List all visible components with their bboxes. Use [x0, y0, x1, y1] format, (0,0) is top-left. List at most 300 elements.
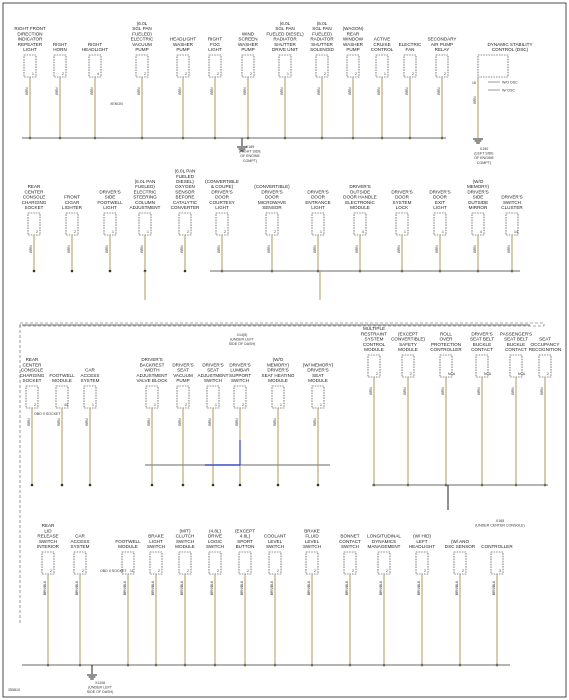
row3-component-4-label-line-3: PUMP [176, 378, 190, 383]
row2-component-4-junction [184, 270, 187, 273]
row4-component-5-wire-label: BRN/BLK [210, 580, 214, 596]
row3-component-5-label-line-0: DRIVER'S [202, 362, 224, 368]
row3-component-7-label-line-1: MEMORY) [266, 362, 290, 368]
row4-component-6-pin: 2 [247, 569, 249, 573]
row4-component-7-label-line-1: LEVEL [267, 538, 283, 544]
row2-component-2-label-line-3: LIGHT [103, 205, 117, 210]
row3-component-7-label-line-4: MODULE [268, 378, 288, 383]
row4-component-12-label-line-1: DSC SENSOR [444, 544, 476, 549]
row1-component-3-label-line-3: ELECTRIC [130, 36, 154, 42]
row3-component-0-wire-label: BRN [27, 418, 31, 426]
row4-component-12-label-line-0: (W/ ANO [450, 538, 470, 544]
row1-component-4-label-line-2: PUMP [176, 47, 190, 52]
footer-code: 355810 [8, 688, 20, 692]
row4-component-6-wire-label: BRN/BLK [240, 580, 244, 596]
row1-component-5-label-line-0: RIGHT [207, 36, 223, 42]
row1-component-10-label-line-1: CRUISE [373, 41, 391, 47]
row1-component-6-pin: 2 [250, 72, 252, 76]
row3-component-12-wire-label: BRN [477, 387, 481, 395]
row3-component-12-label-line-1: SEAT BELT [470, 336, 494, 342]
row1-component-9-label-line-1: REAR [346, 31, 360, 37]
row4-component-12-pin: 2 [462, 569, 464, 573]
row1-component-4-label-line-0: HEADLIGHT [169, 36, 197, 42]
row4-component-4-label-line-1: CLUTCH [175, 533, 195, 539]
row4-splice-line-1: SIDE OF DASH) [86, 690, 114, 695]
row3-component-8-wire-label: BRN [313, 418, 317, 426]
row1-component-9-wire-label: BRN [348, 87, 352, 95]
row3-splice-line-0: (UNDER CENTER CONSOLE) [475, 523, 525, 528]
row1-component-9-label-line-3: WASHER [343, 41, 363, 47]
row2-component-3-wire-label: BRN [140, 245, 144, 253]
row2-component-7-label-line-0: DRIVER'S [307, 189, 329, 195]
row1-component-3-label-line-4: VACUUM [132, 41, 152, 47]
row4-component-0-label-line-2: RELEASE [37, 533, 59, 539]
row2-component-1-label-line-0: FRONT [64, 194, 80, 200]
row2-component-8-label-line-0: DRIVER'S [349, 184, 371, 190]
row3-component-14-label-line-2: RECOGNITION [528, 347, 562, 352]
row4-component-12-wire-label: BRN/BLK [455, 580, 459, 596]
row4-component-8-pin: 2 [314, 569, 316, 573]
row4-component-11-label-line-2: HEADLIGHT [408, 544, 436, 549]
row1-component-0-label-line-1: DIRECTION [17, 31, 43, 37]
row2-component-10-label-line-1: DOOR [433, 194, 447, 200]
row3-component-4-label-line-2: VACUUM [173, 372, 193, 378]
row3-component-2-label-line-0: CAR [85, 367, 95, 373]
row2-component-7-label-line-2: ENTRANCE [305, 199, 331, 205]
row3-component-3-label-line-0: DRIVER'S [141, 357, 163, 363]
row3-component-4-junction [182, 484, 185, 487]
row2-component-3-label-line-4: COLUMN [135, 199, 155, 205]
row2-component-9-label-line-1: DOOR [395, 194, 409, 200]
row1-note-dsc-with: W/ DSC [502, 88, 515, 93]
row1-component-11-label-line-1: FAN [405, 47, 415, 52]
row2-component-4-label-line-1: FUELED [175, 173, 195, 179]
row4-component-11-wire-label: BRN/BLK [417, 580, 421, 596]
row4-component-10-label-line-2: MANAGEMENT [367, 544, 401, 549]
row1-splice-line-0: (RIGHT SIDE [239, 149, 261, 154]
row3-component-0-label-line-0: REAR [25, 357, 39, 363]
row1-component-0-label-line-0: RIGHT FRONT [14, 26, 46, 32]
row4-component-4-label-line-3: MODULE [175, 544, 195, 549]
row2-component-11-label-line-1: MEMORY) [466, 184, 490, 190]
row1-component-0-pin: 1 [32, 72, 34, 76]
row1-component-10-pin: 1 [384, 72, 386, 76]
row2-splice-line-0: (UNDER LEFT [230, 337, 254, 342]
row3-component-7-label-line-3: SEAT HEATING [261, 372, 295, 378]
row1-note-xenon: XENON [110, 102, 123, 106]
row3-component-7-pin: 1 [280, 403, 282, 407]
row3-component-9-label-line-0: MULTIPLE [362, 326, 386, 332]
row1-component-3-label-line-1: SGL PAN [132, 26, 152, 32]
row1-component-8-label-line-3: RADIATOR [310, 36, 334, 42]
row4-component-2-label-line-1: MODULE [118, 544, 138, 549]
row3-component-13-label-line-1: SEAT BELT [504, 336, 528, 342]
row3-component-3-label-line-1: BACKREST [139, 362, 165, 368]
row4-splice-line-0: (UNDER LEFT [88, 685, 112, 690]
row3-component-2-pin: 1 [92, 403, 94, 407]
row2-component-11-pin: 4 [480, 230, 482, 234]
row2-component-12-wire-label: BRN [507, 245, 511, 253]
row3-component-12-label-line-0: DRIVER'S [471, 331, 493, 337]
row4-component-6-label-line-0: (EXCEPT [235, 528, 255, 534]
row1-component-8-label-line-0: (6.0L [316, 21, 328, 26]
row2-component-0-wire-label: BRN [29, 245, 33, 253]
row1-component-2-label-line-1: HEADLIGHT [81, 47, 109, 52]
row2-component-12-pin: 14 [514, 230, 518, 234]
row1-component-6-label-line-3: PUMP [241, 47, 255, 52]
row4-component-11-pin: 2 [424, 569, 426, 573]
row2-component-4-label-line-5: BEFORE [175, 194, 195, 200]
row2-component-12-label-line-0: DRIVER'S [501, 194, 523, 200]
row2-component-1-pin: 2 [74, 230, 76, 234]
row2-component-9-label-line-3: LOCK [395, 205, 409, 210]
row2-component-2-label-line-0: DRIVER'S [99, 189, 121, 195]
row4-component-3-label-line-1: LIGHT [149, 538, 163, 544]
row1-splice-id: X189 [245, 145, 255, 149]
row3-component-11-label-line-2: PROTECTION [430, 341, 462, 347]
row4-component-7-label-line-2: SWITCH [265, 544, 285, 549]
row4-component-8-label-line-1: FLUID [305, 533, 319, 539]
row3-component-6-label-line-3: SWITCH [230, 378, 250, 383]
row1-component-2-pin: 4 [97, 72, 99, 76]
row3-component-2-label-line-1: ACCESS [80, 372, 100, 378]
row1-component-3-pin: 2 [144, 72, 146, 76]
row4-component-13-label-line-0: CONTROLLER [481, 544, 513, 549]
row1-component-6-label-line-1: SCREEN [238, 36, 258, 42]
row1-component-4-wire-label: BRN [178, 87, 182, 95]
row2-component-10-label-line-3: LIGHT [433, 205, 447, 210]
row1-component-3-label-line-5: PUMP [135, 47, 149, 52]
row4-component-0-label-line-1: LID [44, 528, 52, 534]
row3-component-1-pin: 44 [64, 403, 68, 407]
row4-component-9-label-line-0: BONNET [340, 533, 360, 539]
row3-component-8-label-line-2: SEAT [312, 372, 324, 378]
row4-component-6-label-line-1: 4.8L) [239, 533, 251, 539]
row4-component-1-pin: 2 [82, 569, 84, 573]
row1-component-11-pin: 2 [412, 72, 414, 76]
row2-component-0-label-line-1: CENTER [24, 189, 44, 195]
row3-component-4-label-line-1: SEAT [177, 367, 189, 373]
row3-component-13-label-line-2: BUCKLE [506, 341, 526, 347]
row2-component-4-label-line-0: (6.0L PAN [174, 168, 196, 174]
row1-component-3-wire-label: BRN [137, 87, 141, 95]
row3-component-1-wire-label: BRN [57, 418, 61, 426]
row2-component-4-pin: 2 [187, 230, 189, 234]
row3-component-12-label-line-2: BUCKLE [472, 341, 492, 347]
row4-component-1-label-line-0: CAR [75, 533, 85, 539]
row1-component-7-label-line-3: RADIATOR [273, 36, 297, 42]
row1-component-8-pin: 2 [324, 72, 326, 76]
row4-component-5-label-line-3: SWITCH [205, 544, 225, 549]
row2-component-5-label-line-5: LIGHT [215, 205, 229, 210]
row2-component-4-label-line-4: SENSOR [175, 189, 195, 195]
row1-component-11-wire-label: BRN [405, 87, 409, 95]
row3-component-0-label-line-4: SOCKET [22, 378, 42, 383]
row1-component-1-label-line-1: HORN [53, 47, 67, 52]
row1-component-0-wire-label: BRN [25, 87, 29, 95]
row4-component-10-label-line-1: DYNAMICS [371, 538, 397, 544]
row3-component-3-wire-label: BRN [147, 418, 151, 426]
row3-component-9-label-line-3: CONTROL [362, 341, 386, 347]
row3-component-0-pin: 2 [34, 403, 36, 407]
row2-component-3-pin: 1 [147, 230, 149, 234]
row2-component-6-label-line-2: DOOR [265, 194, 279, 200]
row3-component-5-junction [212, 484, 215, 487]
row3-component-6-pin: 2 [242, 403, 244, 407]
row3-component-5-label-line-1: SEAT [207, 367, 219, 373]
row3-component-2-wire-label: BRN [85, 418, 89, 426]
row2-component-1-label-line-2: LIGHTER [62, 205, 82, 210]
row3-component-10-label-line-0: (EXCEPT [398, 331, 418, 337]
row1-component-10-label-line-0: ACTIVE [373, 36, 391, 42]
row2-component-6-wire-label: BRN [267, 245, 271, 253]
row4-component-8-label-line-0: BRAKE [304, 528, 320, 534]
row3-component-5-label-line-2: ADJUSTMENT [197, 372, 229, 378]
row3-component-10-wire-label: BRN [403, 387, 407, 395]
row2-component-2-wire-label: BRN [105, 245, 109, 253]
row2-component-11-label-line-3: SIDE [472, 194, 484, 200]
row3-component-9-label-line-1: RESTRAINT [360, 331, 388, 337]
row3-component-4-pin: 2 [185, 403, 187, 407]
row4-component-7-wire-label: BRN/BLK [270, 580, 274, 596]
row1-component-8-label-line-2: FUELED) [312, 31, 332, 37]
row1-component-5-label-line-2: LIGHT [208, 47, 222, 52]
row1-component-12-pin: 2 [444, 72, 446, 76]
row1-component-8-wire-label: BRN [317, 87, 321, 95]
row4-component-9-label-line-1: CONTACT [339, 538, 361, 544]
row3-component-7-wire-label: BRN [273, 418, 277, 426]
row3-component-6-label-line-1: LUMBAR [230, 367, 250, 373]
row1-component-10-label-line-2: CONTROL [370, 47, 394, 52]
row2-component-4-label-line-7: CONVERTER [170, 205, 200, 210]
row2-component-10-wire-label: BRN [435, 245, 439, 253]
row1-component-9-label-line-4: PUMP [346, 47, 360, 52]
row4-component-9-wire-label: BRN/BLK [345, 580, 349, 596]
row4-component-6-label-line-2: SPORT [237, 538, 253, 544]
row2-component-0-label-line-0: REAR [27, 184, 41, 190]
row2-component-6-label-line-3: MICROWAVE [257, 199, 287, 205]
row3-component-0-label-line-1: CENTER [22, 362, 42, 368]
row4-component-9-label-line-2: SWITCH [340, 544, 360, 549]
row3-component-8-junction [317, 484, 320, 487]
row2-component-5-label-line-2: DRIVER'S [211, 189, 233, 195]
row1-component-9-pin: 2 [355, 72, 357, 76]
row2-component-7-pin: 1 [320, 230, 322, 234]
row4-component-4-pin: 2 [187, 569, 189, 573]
row3-component-6-wire-label: BRN [235, 418, 239, 426]
row1-component-7-label-line-4: SHUTTER [274, 41, 296, 47]
row2-component-4-label-line-3: OXYGEN [175, 184, 195, 190]
row4-component-8-wire-label: BRN/BLK [307, 580, 311, 596]
row3-component-9-label-line-4: MODULE [364, 347, 384, 352]
row1-component-11-label-line-0: ELECTRIC [398, 41, 422, 47]
row3-component-2-label-line-2: SYSTEM [80, 378, 100, 383]
row4-component-2-wire-label: BRN/BLK [123, 580, 127, 596]
row2-component-0-label-line-3: CHARGING [21, 199, 47, 205]
row1-component-0-label-line-3: REPEATER [17, 41, 43, 47]
row2-component-6-label-line-4: SENSOR [262, 205, 282, 210]
row4-component-5-label-line-0: (4.8L) [208, 528, 222, 534]
row2-component-11-label-line-5: MIRROR [468, 205, 488, 210]
row4-component-3-label-line-0: BRAKE [148, 533, 164, 539]
row1-component-6-wire-label: BRN [243, 87, 247, 95]
row2-component-10-pin: 1 [442, 230, 444, 234]
row1-component-0-label-line-4: LIGHT [23, 47, 37, 52]
row2-component-5-wire-label: BRN [217, 245, 221, 253]
row4-component-3-label-line-2: SWITCH [146, 544, 166, 549]
row3-component-10-label-line-2: SAFETY [399, 341, 417, 347]
row1-component-9-label-line-0: (WAGON) [342, 26, 364, 32]
row1-ground2-id: X190 [479, 147, 489, 151]
row1-splice-line-2: COMPT) [242, 158, 258, 163]
row1-component-6-label-line-2: WASHER [238, 41, 258, 47]
row3-component-10-label-line-1: CONVERTIBLE) [391, 336, 425, 342]
row3-splice-id: X165 [495, 519, 505, 523]
row2-component-5-label-line-0: (CONVERTIBLE [205, 179, 239, 184]
row2-splice-line-1: SIDE OF DASH) [228, 342, 256, 347]
row3-component-4-wire-label: BRN [178, 418, 182, 426]
row1-component-13-label-line-1: CONTROL (DSC) [491, 47, 529, 52]
row3-component-11-label-line-1: OVER [439, 336, 453, 342]
row1-component-4-pin: 2 [185, 72, 187, 76]
row1-component-8-label-line-5: SOLENOID [310, 47, 334, 52]
row4-component-1-wire-label: BRN/BLK [75, 580, 79, 596]
row1-component-5-label-line-1: FOG [210, 41, 220, 47]
row2-component-12-label-line-2: CLUSTER [501, 205, 523, 210]
row2-component-2-label-line-2: FOOTWELL [97, 199, 123, 205]
row1-component-1-pin: 2 [62, 72, 64, 76]
row3-component-10-label-line-3: MODULE [398, 347, 418, 352]
row4-component-5-pin: 2 [217, 569, 219, 573]
row4-obd-label: OBD II SOCKET [100, 569, 127, 573]
row3-obd-label: OBD II SOCKET [34, 412, 61, 416]
row2-component-9-wire-label: BRN [397, 245, 401, 253]
row2-component-5-label-line-4: COURTESY [209, 199, 235, 205]
row4-component-11-label-line-1: LEFT [416, 538, 428, 544]
row2-component-0-pin: 2 [36, 230, 38, 234]
row2-splice-id: X14(5) [236, 333, 248, 337]
row1-component-10-wire-label: BRN [377, 87, 381, 95]
row2-component-8-label-line-1: OUTSIDE [349, 189, 371, 195]
row3-component-3-label-line-2: WIDTH [144, 367, 160, 373]
row1-note-dsc-without: W/O DSC [502, 80, 518, 85]
row1-component-7-label-line-2: FUELED DIESEL) [266, 31, 304, 37]
row2-component-9-label-line-0: DRIVER'S [391, 189, 413, 195]
row3-component-3-label-line-4: VALVE BLOCK [136, 378, 168, 383]
row3-component-9-pin: 2 [376, 372, 378, 376]
row4-splice-id: X1108 [94, 681, 106, 685]
row3-component-11-pin: NCA [448, 372, 456, 376]
row3-component-4-label-line-0: DRIVER'S [172, 362, 194, 368]
row1-component-9-label-line-2: WINDOW [342, 36, 364, 42]
row2-component-7-label-line-1: DOOR [311, 194, 325, 200]
row3-component-14-wire-label: BRN [540, 387, 544, 395]
row1-ground2-line-1: OF ENGINE [474, 156, 494, 161]
row2-component-7-label-line-3: LIGHT [311, 205, 325, 210]
row3-component-7-label-line-0: (W/O [272, 357, 284, 363]
row4-component-8-label-line-3: SWITCH [302, 544, 322, 549]
row1-component-4-label-line-1: WASHER [173, 41, 193, 47]
row3-component-7-junction [277, 484, 280, 487]
row1-component-13-label-line-0: DYNAMIC STABILITY [487, 41, 533, 47]
row3-component-8-label-line-1: DRIVER'S [307, 367, 329, 373]
row2-component-8-label-line-3: ELECTRONIC [345, 199, 375, 205]
row3-component-13-label-line-3: CONTACT [505, 347, 527, 352]
row4-component-4-wire-label: BRN/BLK [180, 580, 184, 596]
row2-component-11-label-line-0: (W/O [472, 179, 484, 184]
row4-component-9-pin: 2 [352, 569, 354, 573]
row3-component-13-label-line-0: PASSENGER'S [499, 331, 533, 337]
row3-component-1-junction [61, 484, 64, 487]
row1-component-7-pin: 1 [287, 72, 289, 76]
row2-component-0-label-line-2: CONSOLE [22, 194, 46, 200]
row2-component-4-label-line-6: CATALYTIC [172, 199, 198, 205]
row2-component-8-label-line-2: DOOR HANDLE [343, 194, 377, 200]
row3-component-13-wire-label: BRN [511, 387, 515, 395]
row2-component-9-pin: 1 [404, 230, 406, 234]
row2-component-6-label-line-0: (CONVERTIBLE) [254, 184, 290, 190]
row3-component-14-pin: 2 [547, 372, 549, 376]
row1-component-7-wire-label: BRN [280, 87, 284, 95]
row3-component-10-pin: 2 [410, 372, 412, 376]
row3-component-6-junction [239, 484, 242, 487]
row1-component-1-wire-label: BRN [55, 87, 59, 95]
row1-component-1-label-line-0: RIGHT [52, 41, 68, 47]
row2-component-11-wire-label: BRN [473, 245, 477, 253]
row1-ground2-line-0: (LEFT SIDE [474, 151, 494, 156]
row4-component-4-label-line-2: SWITCH [175, 538, 195, 544]
row2-component-8-pin: 4 [362, 230, 364, 234]
row4-component-10-label-line-0: LONGITUDINAL [367, 533, 401, 539]
row2-component-6-pin: 2 [274, 230, 276, 234]
row3-component-8-label-line-3: MODULE [308, 378, 328, 383]
row3-component-1-label-line-0: FOOTWELL [49, 372, 75, 378]
row2-component-0-label-line-4: SOCKET [24, 205, 44, 210]
row3-component-0-junction [31, 484, 34, 487]
row1-component-7-label-line-0: (6.0L [279, 21, 291, 26]
row2-component-1-wire-label: BRN [67, 245, 71, 253]
row1-component-2-label-line-0: RIGHT [87, 41, 103, 47]
row2-component-5-pin: 2 [224, 230, 226, 234]
row2-component-8-label-line-4: MODULE [350, 205, 370, 210]
row3-component-12-pin: NCA [484, 372, 492, 376]
row1-component-0-label-line-2: INDICATOR [17, 36, 43, 42]
row3-component-0-label-line-3: CHARGING [19, 372, 45, 378]
row4-component-5-label-line-2: LOGIC [207, 538, 223, 544]
row2-component-5-label-line-3: DOOR [215, 194, 229, 200]
row4-component-7-label-line-0: COOLANT [263, 533, 287, 539]
row3-component-11-wire-label: BRN [441, 387, 445, 395]
row4-component-13-pin: 3 [499, 569, 501, 573]
row4-component-3-wire-label: BRN/BLK [151, 580, 155, 596]
row1-component-13-wire-label: BRN [473, 96, 477, 104]
row3-component-3-junction [151, 484, 154, 487]
row1-component-2-wire-label: BRN [90, 87, 94, 95]
row4-component-8-label-line-2: LEVEL [304, 538, 320, 544]
row1-component-13-pin: 18 [472, 81, 476, 85]
row2-component-1-junction [71, 270, 74, 273]
row2-component-6-label-line-1: DRIVER'S [261, 189, 283, 195]
row4-component-0-pin: 2 [50, 569, 52, 573]
row4-component-13-wire-label: BRN/BLK [492, 580, 496, 596]
row2-component-3-label-line-1: FUELED) [135, 184, 155, 190]
row1-component-6-label-line-0: WIND [241, 31, 255, 37]
row4-component-11-label-line-0: (W/ HID) [413, 533, 431, 539]
row3-component-3-pin: 1 [154, 403, 156, 407]
row2-component-2-label-line-1: SIDE [104, 194, 116, 200]
row3-component-7-label-line-2: DRIVER'S [267, 367, 289, 373]
row1-component-12-label-line-2: RELAY [434, 47, 450, 52]
